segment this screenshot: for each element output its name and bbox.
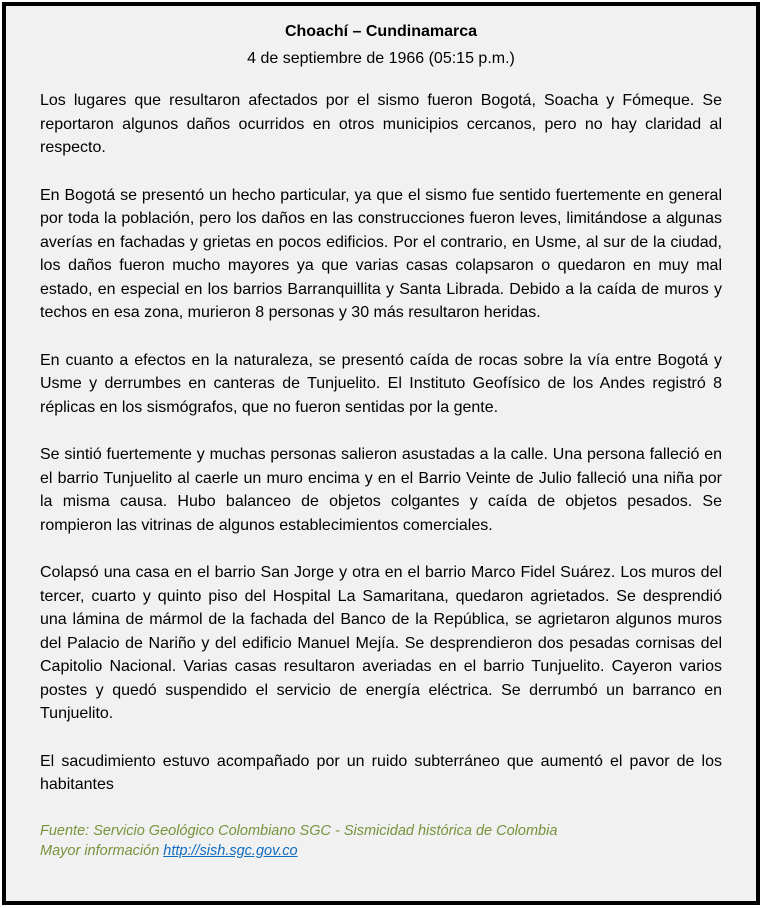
body-paragraph: El sacudimiento estuvo acompañado por un ruido subterráneo que aumentó el pavor de los habitantes — [40, 752, 722, 793]
more-info-line — [40, 841, 722, 861]
body-paragraph: En Bogotá se presentó un hecho particular, ya que el sismo fue sentido fuertemente en general por toda la población, pero los daños en las construcciones fueron leves, limitándose a algunas averías en fachadas y grietas en pocos edificios. Por el contrario, en Usme, al sur de la ciudad, los daños fueron mucho mayores ya que varias casas colapsaron o quedaron en muy mal estado, en especial en los barrios Barranquillita y Santa Librada. Debido a la caída de muros y techos en esa zona, murieron 8 personas y 30 más resultaron heridas. — [40, 186, 722, 321]
body-paragraph: En cuanto a efectos en la naturaleza, se presentó caída de rocas sobre la vía entre Bogotá y Usme y derrumbes en canteras de Tunjuelito. El Instituto Geofísico de los Andes registró 8 réplicas en los sismógrafos, que no fueron sentidas por la gente. — [40, 351, 722, 416]
page-title: Choachí – Cundinamarca — [284, 23, 478, 40]
more-info-label: Mayor información — [40, 842, 160, 859]
body-paragraph: Los lugares que resultaron afectados por el sismo fueron Bogotá, Soacha y Fómeque. Se reportaron algunos daños ocurridos en otros municipios cercanos, pero no hay claridad al respecto. — [40, 92, 722, 156]
document-page — [2, 2, 760, 905]
date-line: 4 de septiembre de 1966 (05:15 p.m.) — [247, 50, 515, 67]
source-link[interactable]: http://sish.sgc.gov.co — [163, 842, 298, 859]
body-paragraph: Se sintió fuertemente y muchas personas salieron asustadas a la calle. Una persona falleció en el barrio Tunjuelito al caerle un muro encima y en el Barrio Veinte de Julio falleció una niña por la misma causa. Hubo balanceo de objetos colgantes y caída de objetos pesados. Se rompieron las vitrinas de algunos establecimientos comerciales. — [40, 446, 722, 534]
source-text: Fuente: Servicio Geológico Colombiano SGC - Sismicidad histórica de Colombia — [40, 822, 558, 839]
source-footer — [40, 821, 722, 861]
body-paragraph: Colapsó una casa en el barrio San Jorge y otra en el barrio Marco Fidel Suárez. Los muros del tercer, cuarto y quinto piso del Hospital La Samaritana, quedaron agrietados. Se desprendió una lámina de mármol de la fachada del Banco de la República, se agrietaron algunos muros del Palacio de Nariño y del edificio Manuel Mejía. Se desprendieron dos pesadas cornisas del Capitolio Nacional. Varias casas resultaron averiadas en el barrio Tunjuelito. Cayeron varios postes y quedó suspendido el servicio de energía eléctrica. Se derrumbó un barranco en Tunjuelito. — [40, 564, 722, 722]
